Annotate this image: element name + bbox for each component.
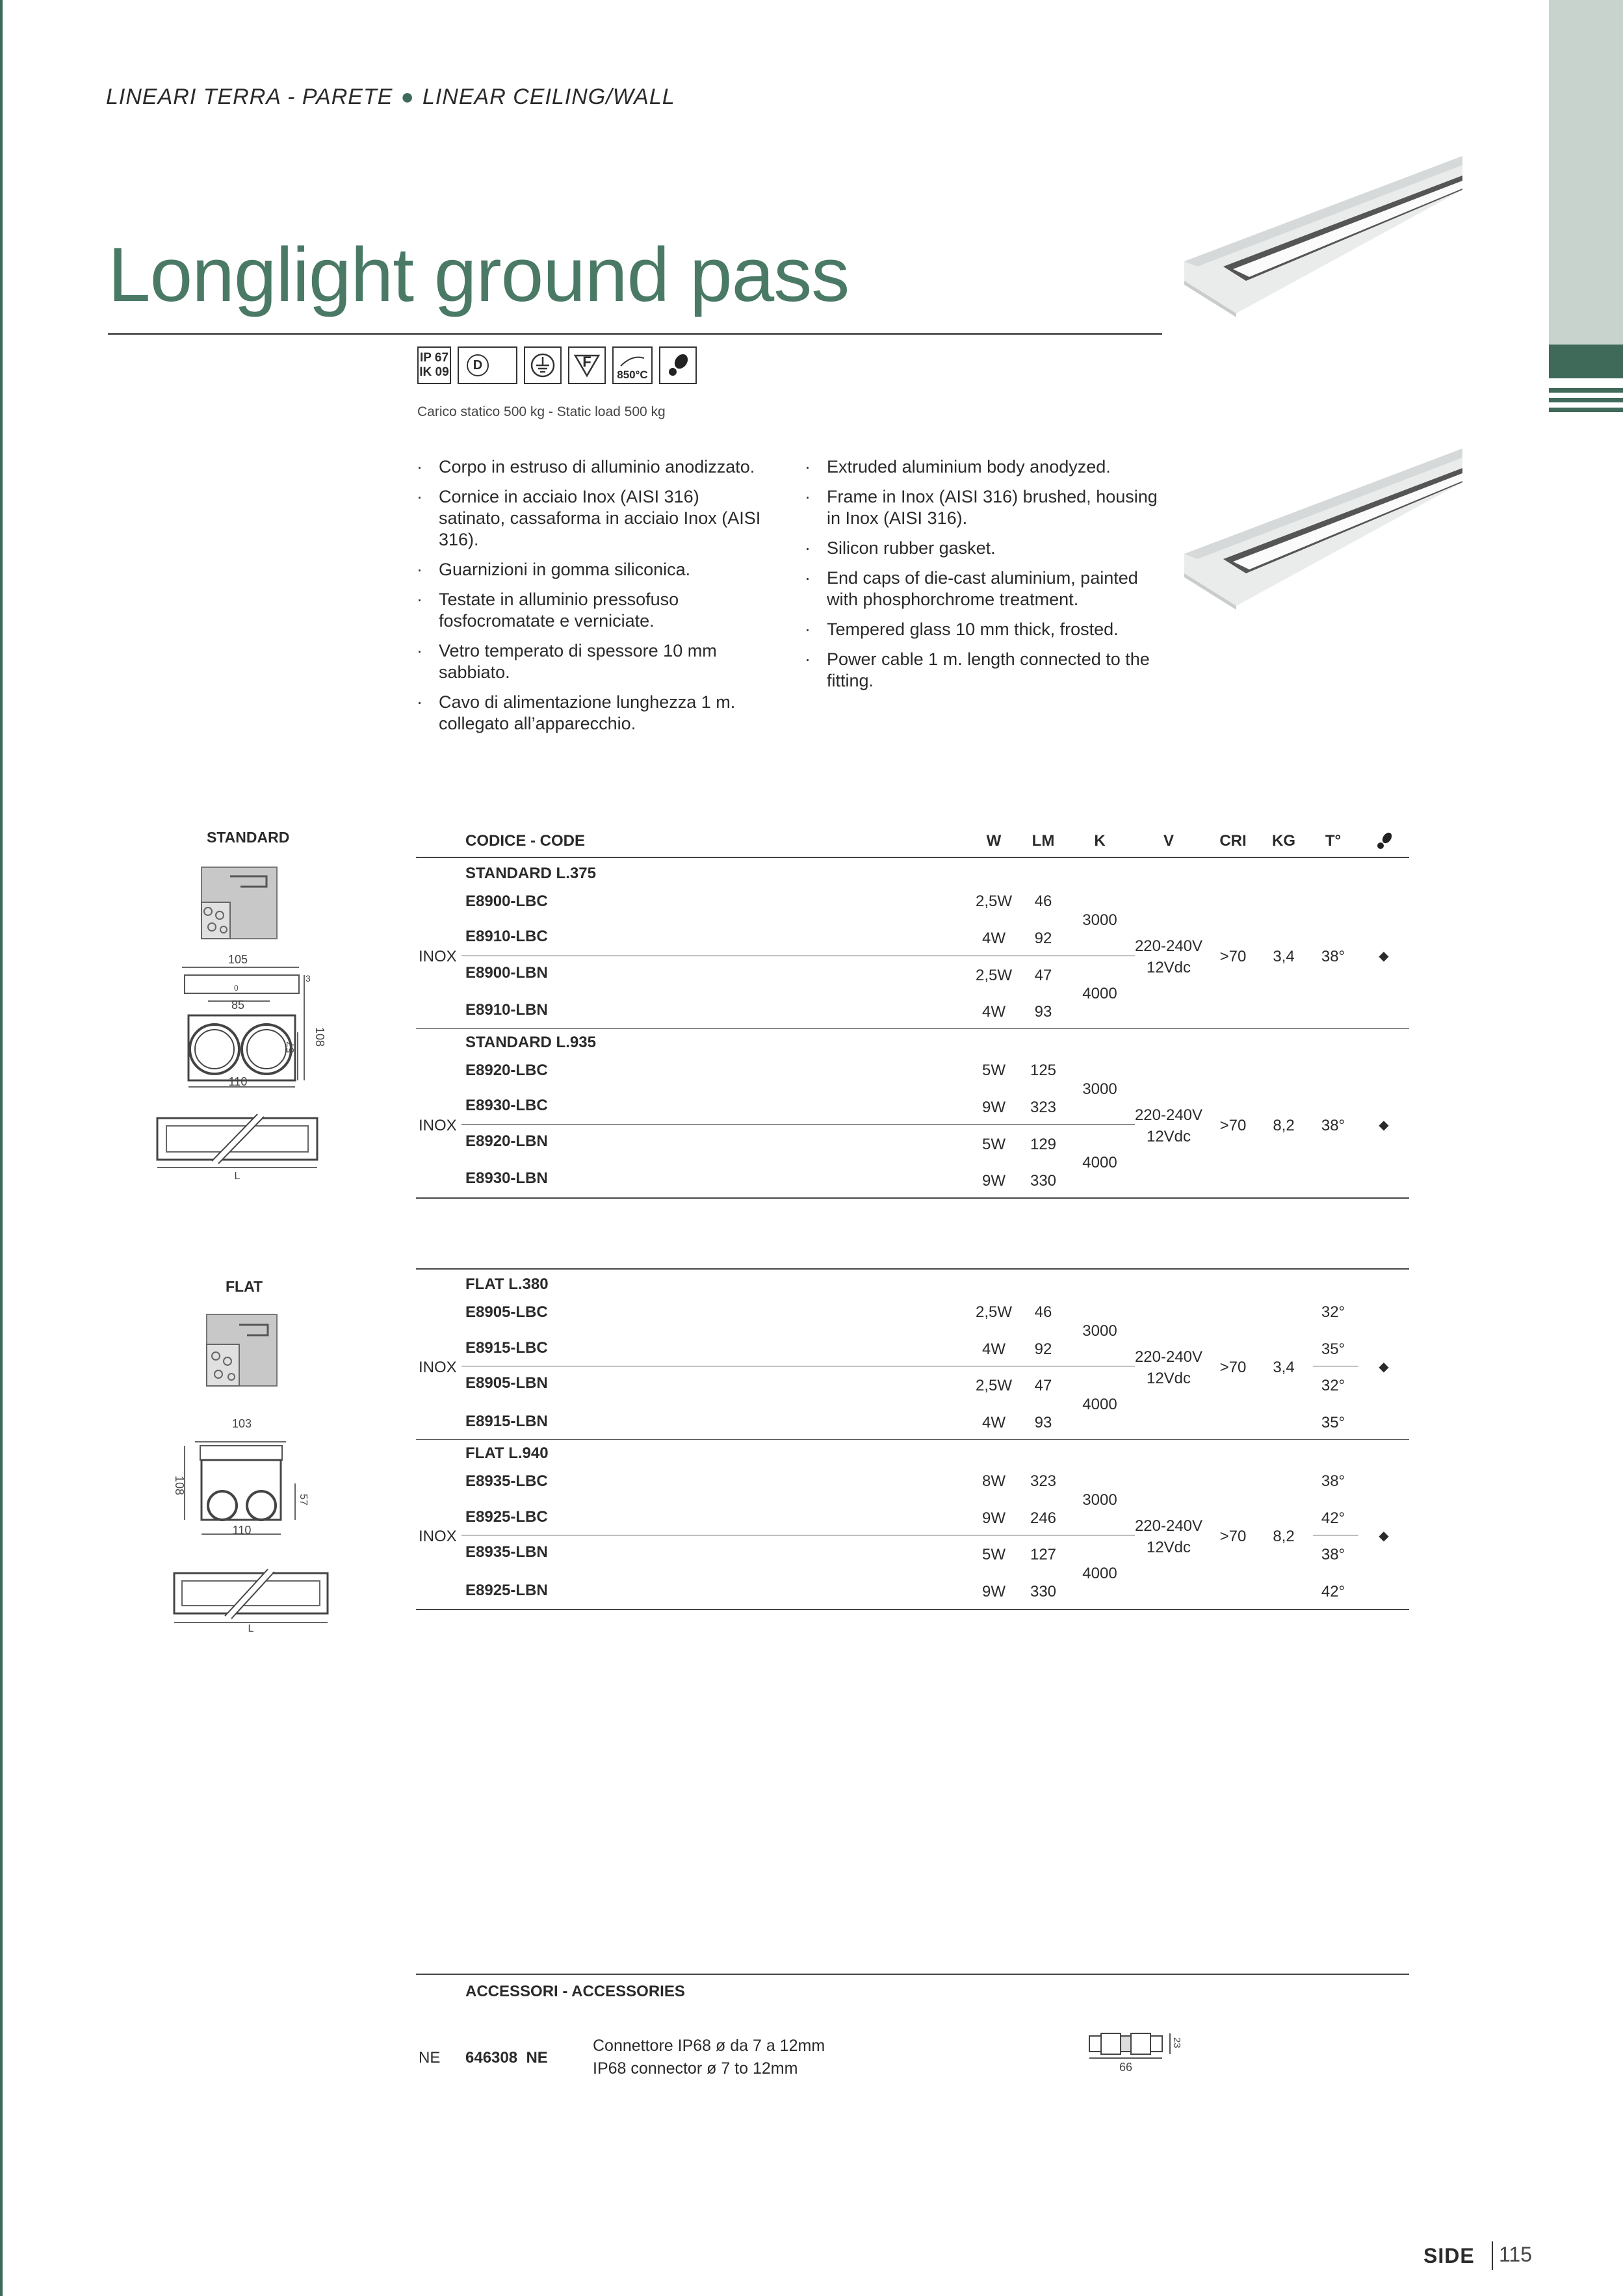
kelvin-value: 4000	[1082, 985, 1117, 1002]
lumen-value: 246	[1030, 1509, 1057, 1527]
ground-icon	[524, 346, 562, 384]
temperature-value: 38°	[1321, 948, 1345, 965]
lumen-value: 125	[1030, 1062, 1057, 1079]
voltage-value: 220-240V	[1134, 1348, 1203, 1366]
driveover-letter: D	[467, 354, 489, 376]
title-rule	[108, 333, 1162, 335]
col-header-lm: LM	[1032, 832, 1055, 850]
product-code: E8910-LBC	[465, 928, 548, 945]
feature-en-item: · Frame in Inox (AISI 316) brushed, housing in Inox (AISI 316).	[805, 486, 1169, 529]
ip-rating-icon	[417, 346, 451, 384]
walk-over-mark: ◆	[1379, 1118, 1389, 1132]
flat-dim-108: 108	[173, 1476, 186, 1496]
walk-over-mark: ◆	[1379, 1529, 1389, 1543]
dim-85: 85	[231, 998, 245, 1011]
product-image-standard	[1184, 151, 1462, 320]
col-header-cri: CRI	[1219, 832, 1247, 850]
flat-dim-57: 57	[298, 1494, 309, 1506]
connector-dim-width: 66	[1119, 2061, 1133, 2074]
voltage-value: 220-240V	[1134, 1517, 1203, 1535]
footer-separator	[1492, 2241, 1493, 2270]
breadcrumb	[106, 85, 675, 110]
accessory-code-suffix: NE	[526, 2049, 548, 2067]
voltage-dc-value: 12Vdc	[1146, 959, 1191, 976]
product-code: E8905-LBC	[465, 1303, 548, 1321]
walk-over-icon	[659, 346, 697, 384]
product-code: E8910-LBN	[465, 1001, 548, 1019]
kelvin-value: 4000	[1082, 1565, 1117, 1582]
driveover-icon	[458, 346, 517, 384]
flat-dim-length: L	[248, 1623, 254, 1633]
temperature-value: 38°	[1321, 1472, 1345, 1490]
lumen-value: 323	[1030, 1099, 1057, 1116]
page-number: 115	[1499, 2243, 1533, 2266]
watt-value: 4W	[982, 1414, 1006, 1431]
feature-en-item: · Tempered glass 10 mm thick, frosted.	[805, 619, 1169, 640]
product-code: E8920-LBN	[465, 1132, 548, 1150]
watt-value: 9W	[982, 1583, 1006, 1600]
watt-value: 5W	[982, 1546, 1006, 1563]
kelvin-value: 3000	[1082, 1322, 1117, 1340]
accessories-title: ACCESSORI - ACCESSORIES	[465, 1983, 685, 2000]
sidebar-tab	[1549, 345, 1623, 378]
dim-3: 3	[305, 973, 311, 984]
finish-value: INOX	[419, 948, 457, 965]
feature-en-item: · Extruded aluminium body anodyzed.	[805, 456, 1169, 478]
lumen-value: 92	[1034, 1340, 1052, 1358]
group-rule	[416, 1439, 1409, 1440]
walk-over-mark: ◆	[1379, 949, 1389, 963]
col-header-kg: KG	[1272, 832, 1295, 850]
lumen-value: 47	[1034, 967, 1052, 984]
product-code: E8915-LBN	[465, 1413, 548, 1430]
kelvin-value: 4000	[1082, 1154, 1117, 1171]
breadcrumb-it: LINEARI TERRA - PARETE	[106, 85, 393, 109]
col-header-t: T°	[1325, 832, 1342, 850]
f-mark-letter: F	[582, 354, 591, 370]
lumen-value: 47	[1034, 1377, 1052, 1394]
watt-value: 4W	[982, 1340, 1006, 1358]
static-load-note: Carico statico 500 kg - Static load 500 kg	[417, 404, 666, 419]
temperature-value: 35°	[1321, 1414, 1345, 1431]
lumen-value: 92	[1034, 930, 1052, 947]
header-rule	[416, 857, 1409, 858]
product-code: E8930-LBN	[465, 1169, 548, 1187]
cri-value: >70	[1219, 1528, 1247, 1545]
col-header-code: CODICE - CODE	[465, 832, 586, 850]
watt-value: 2,5W	[975, 967, 1013, 984]
accessory-finish: NE	[419, 2049, 441, 2067]
voltage-dc-value: 12Vdc	[1146, 1128, 1191, 1145]
product-code: E8900-LBC	[465, 893, 548, 910]
section-rule	[416, 1268, 1409, 1270]
watt-value: 9W	[982, 1509, 1006, 1527]
product-code: E8920-LBC	[465, 1062, 548, 1079]
temperature-value: 38°	[1321, 1546, 1345, 1563]
sidebar-band	[1549, 0, 1623, 345]
kelvin-value: 3000	[1082, 1491, 1117, 1509]
product-code: E8925-LBN	[465, 1582, 548, 1599]
temperature-value: 42°	[1321, 1583, 1345, 1600]
cri-value: >70	[1219, 1117, 1247, 1134]
kelvin-value: 4000	[1082, 1396, 1117, 1413]
cri-value: >70	[1219, 1359, 1247, 1376]
product-image-flat	[1184, 443, 1462, 612]
certification-icons	[417, 346, 697, 384]
dim-105: 105	[227, 953, 248, 966]
standard-label: STANDARD	[207, 829, 290, 846]
dim-103: 103	[231, 1417, 252, 1430]
product-code: E8925-LBC	[465, 1508, 548, 1526]
feature-it-item: · Testate in alluminio pressofuso fosfocromatate e verniciate.	[417, 589, 768, 632]
watt-value: 5W	[982, 1062, 1006, 1079]
page-title: Longlight ground pass	[108, 232, 850, 318]
lumen-value: 46	[1034, 893, 1052, 910]
group-title: STANDARD L.935	[465, 1034, 596, 1051]
product-code: E8935-LBC	[465, 1472, 548, 1490]
glow-wire-icon	[612, 346, 653, 384]
watt-value: 2,5W	[975, 1377, 1013, 1394]
watt-value: 2,5W	[975, 893, 1013, 910]
accessory-desc-en: IP68 connector ø 7 to 12mm	[593, 2059, 798, 2078]
finish-value: INOX	[419, 1117, 457, 1134]
product-code: E8930-LBC	[465, 1097, 548, 1114]
section-rule	[416, 1609, 1409, 1610]
feature-en-item: · End caps of die-cast aluminium, painted with phosphorchrome treatment.	[805, 567, 1169, 610]
lumen-value: 93	[1034, 1414, 1052, 1431]
breadcrumb-en: LINEAR CEILING/WALL	[422, 85, 675, 109]
sidebar-stripe	[1549, 388, 1623, 393]
weight-value: 3,4	[1273, 1359, 1295, 1376]
voltage-dc-value: 12Vdc	[1146, 1370, 1191, 1387]
feature-en-item: · Silicon rubber gasket.	[805, 538, 1169, 559]
feature-it-item: · Vetro temperato di spessore 10 mm sabbiato.	[417, 640, 768, 683]
feature-it-item: · Cavo di alimentazione lunghezza 1 m. collegato all’apparecchio.	[417, 692, 768, 735]
dim-0: 0	[234, 984, 239, 993]
finish-value: INOX	[419, 1528, 457, 1545]
temperature-value: 32°	[1321, 1303, 1345, 1321]
standard-technical-drawing	[104, 857, 377, 1188]
col-header-k: K	[1094, 832, 1106, 850]
lumen-value: 93	[1034, 1003, 1052, 1021]
walk-over-mark: ◆	[1379, 1360, 1389, 1374]
lumen-value: 323	[1030, 1472, 1057, 1490]
ik-rating-text: IK 09	[419, 365, 449, 379]
weight-value: 3,4	[1273, 948, 1295, 965]
section-rule	[416, 1197, 1409, 1199]
dim-57: 57	[285, 1041, 296, 1053]
sidebar-stripe	[1549, 398, 1623, 402]
product-code: E8935-LBN	[465, 1543, 548, 1561]
watt-value: 4W	[982, 930, 1006, 947]
col-header-v: V	[1163, 832, 1175, 850]
footer-brand: SIDE	[1423, 2244, 1475, 2267]
kelvin-value: 3000	[1082, 1080, 1117, 1098]
lumen-value: 46	[1034, 1303, 1052, 1321]
watt-value: 4W	[982, 1003, 1006, 1021]
watt-value: 8W	[982, 1472, 1006, 1490]
features-en-list	[805, 456, 1169, 700]
product-code: E8900-LBN	[465, 964, 548, 982]
temperature-value: 32°	[1321, 1377, 1345, 1394]
weight-value: 8,2	[1273, 1117, 1295, 1134]
feature-it-item: · Guarnizioni in gomma siliconica.	[417, 559, 768, 581]
ip-rating-text: IP 67	[419, 351, 449, 365]
dim-length: L	[234, 1171, 240, 1182]
product-code: E8905-LBN	[465, 1374, 548, 1392]
product-code: E8915-LBC	[465, 1339, 548, 1357]
connector-drawing	[1087, 2029, 1183, 2076]
feature-en-item: · Power cable 1 m. length connected to the fitting.	[805, 649, 1169, 692]
connector-dim-height: 23	[1171, 2037, 1182, 2048]
voltage-value: 220-240V	[1134, 1106, 1203, 1124]
lumen-value: 330	[1030, 1172, 1057, 1190]
temperature-value: 35°	[1321, 1340, 1345, 1358]
weight-value: 8,2	[1273, 1528, 1295, 1545]
watt-value: 5W	[982, 1136, 1006, 1153]
dim-110: 110	[228, 1075, 248, 1088]
temperature-value: 42°	[1321, 1509, 1345, 1527]
group-rule	[416, 1028, 1409, 1029]
accessory-code-number: 646308	[465, 2049, 518, 2067]
feature-it-item: · Corpo in estruso di alluminio anodizzato.	[417, 456, 768, 478]
group-title: FLAT L.380	[465, 1275, 549, 1293]
flat-technical-drawing	[156, 1308, 351, 1633]
walk-over-col-icon	[1375, 831, 1394, 850]
row-rule	[461, 1124, 1135, 1125]
kelvin-value: 3000	[1082, 911, 1117, 929]
watt-value: 2,5W	[975, 1303, 1013, 1321]
group-title: FLAT L.940	[465, 1444, 549, 1462]
sidebar-stripe	[1549, 408, 1623, 412]
watt-value: 9W	[982, 1172, 1006, 1190]
finish-value: INOX	[419, 1359, 457, 1376]
breadcrumb-dot: ●	[400, 85, 415, 109]
dim-108: 108	[313, 1027, 326, 1047]
flat-label: FLAT	[226, 1278, 263, 1295]
lumen-value: 129	[1030, 1136, 1057, 1153]
watt-value: 9W	[982, 1099, 1006, 1116]
col-header-w: W	[986, 832, 1002, 850]
f-mark-icon	[568, 346, 606, 384]
temperature-value: 38°	[1321, 1117, 1345, 1134]
accessory-desc-it: Connettore IP68 ø da 7 a 12mm	[593, 2037, 825, 2055]
accessories-rule	[416, 1974, 1409, 1975]
voltage-dc-value: 12Vdc	[1146, 1539, 1191, 1556]
feature-it-item: · Cornice in acciaio Inox (AISI 316) satinato, cassaforma in acciaio Inox (AISI 316).	[417, 486, 768, 551]
lumen-value: 127	[1030, 1546, 1057, 1563]
left-edge-rule	[0, 0, 3, 2296]
glow-wire-text: 850°C	[617, 369, 648, 381]
flat-dim-110: 110	[232, 1524, 252, 1537]
cri-value: >70	[1219, 948, 1247, 965]
features-it-list	[417, 456, 768, 743]
accessory-code	[465, 2049, 548, 2067]
voltage-value: 220-240V	[1134, 937, 1203, 955]
group-title: STANDARD L.375	[465, 865, 596, 882]
lumen-value: 330	[1030, 1583, 1057, 1600]
